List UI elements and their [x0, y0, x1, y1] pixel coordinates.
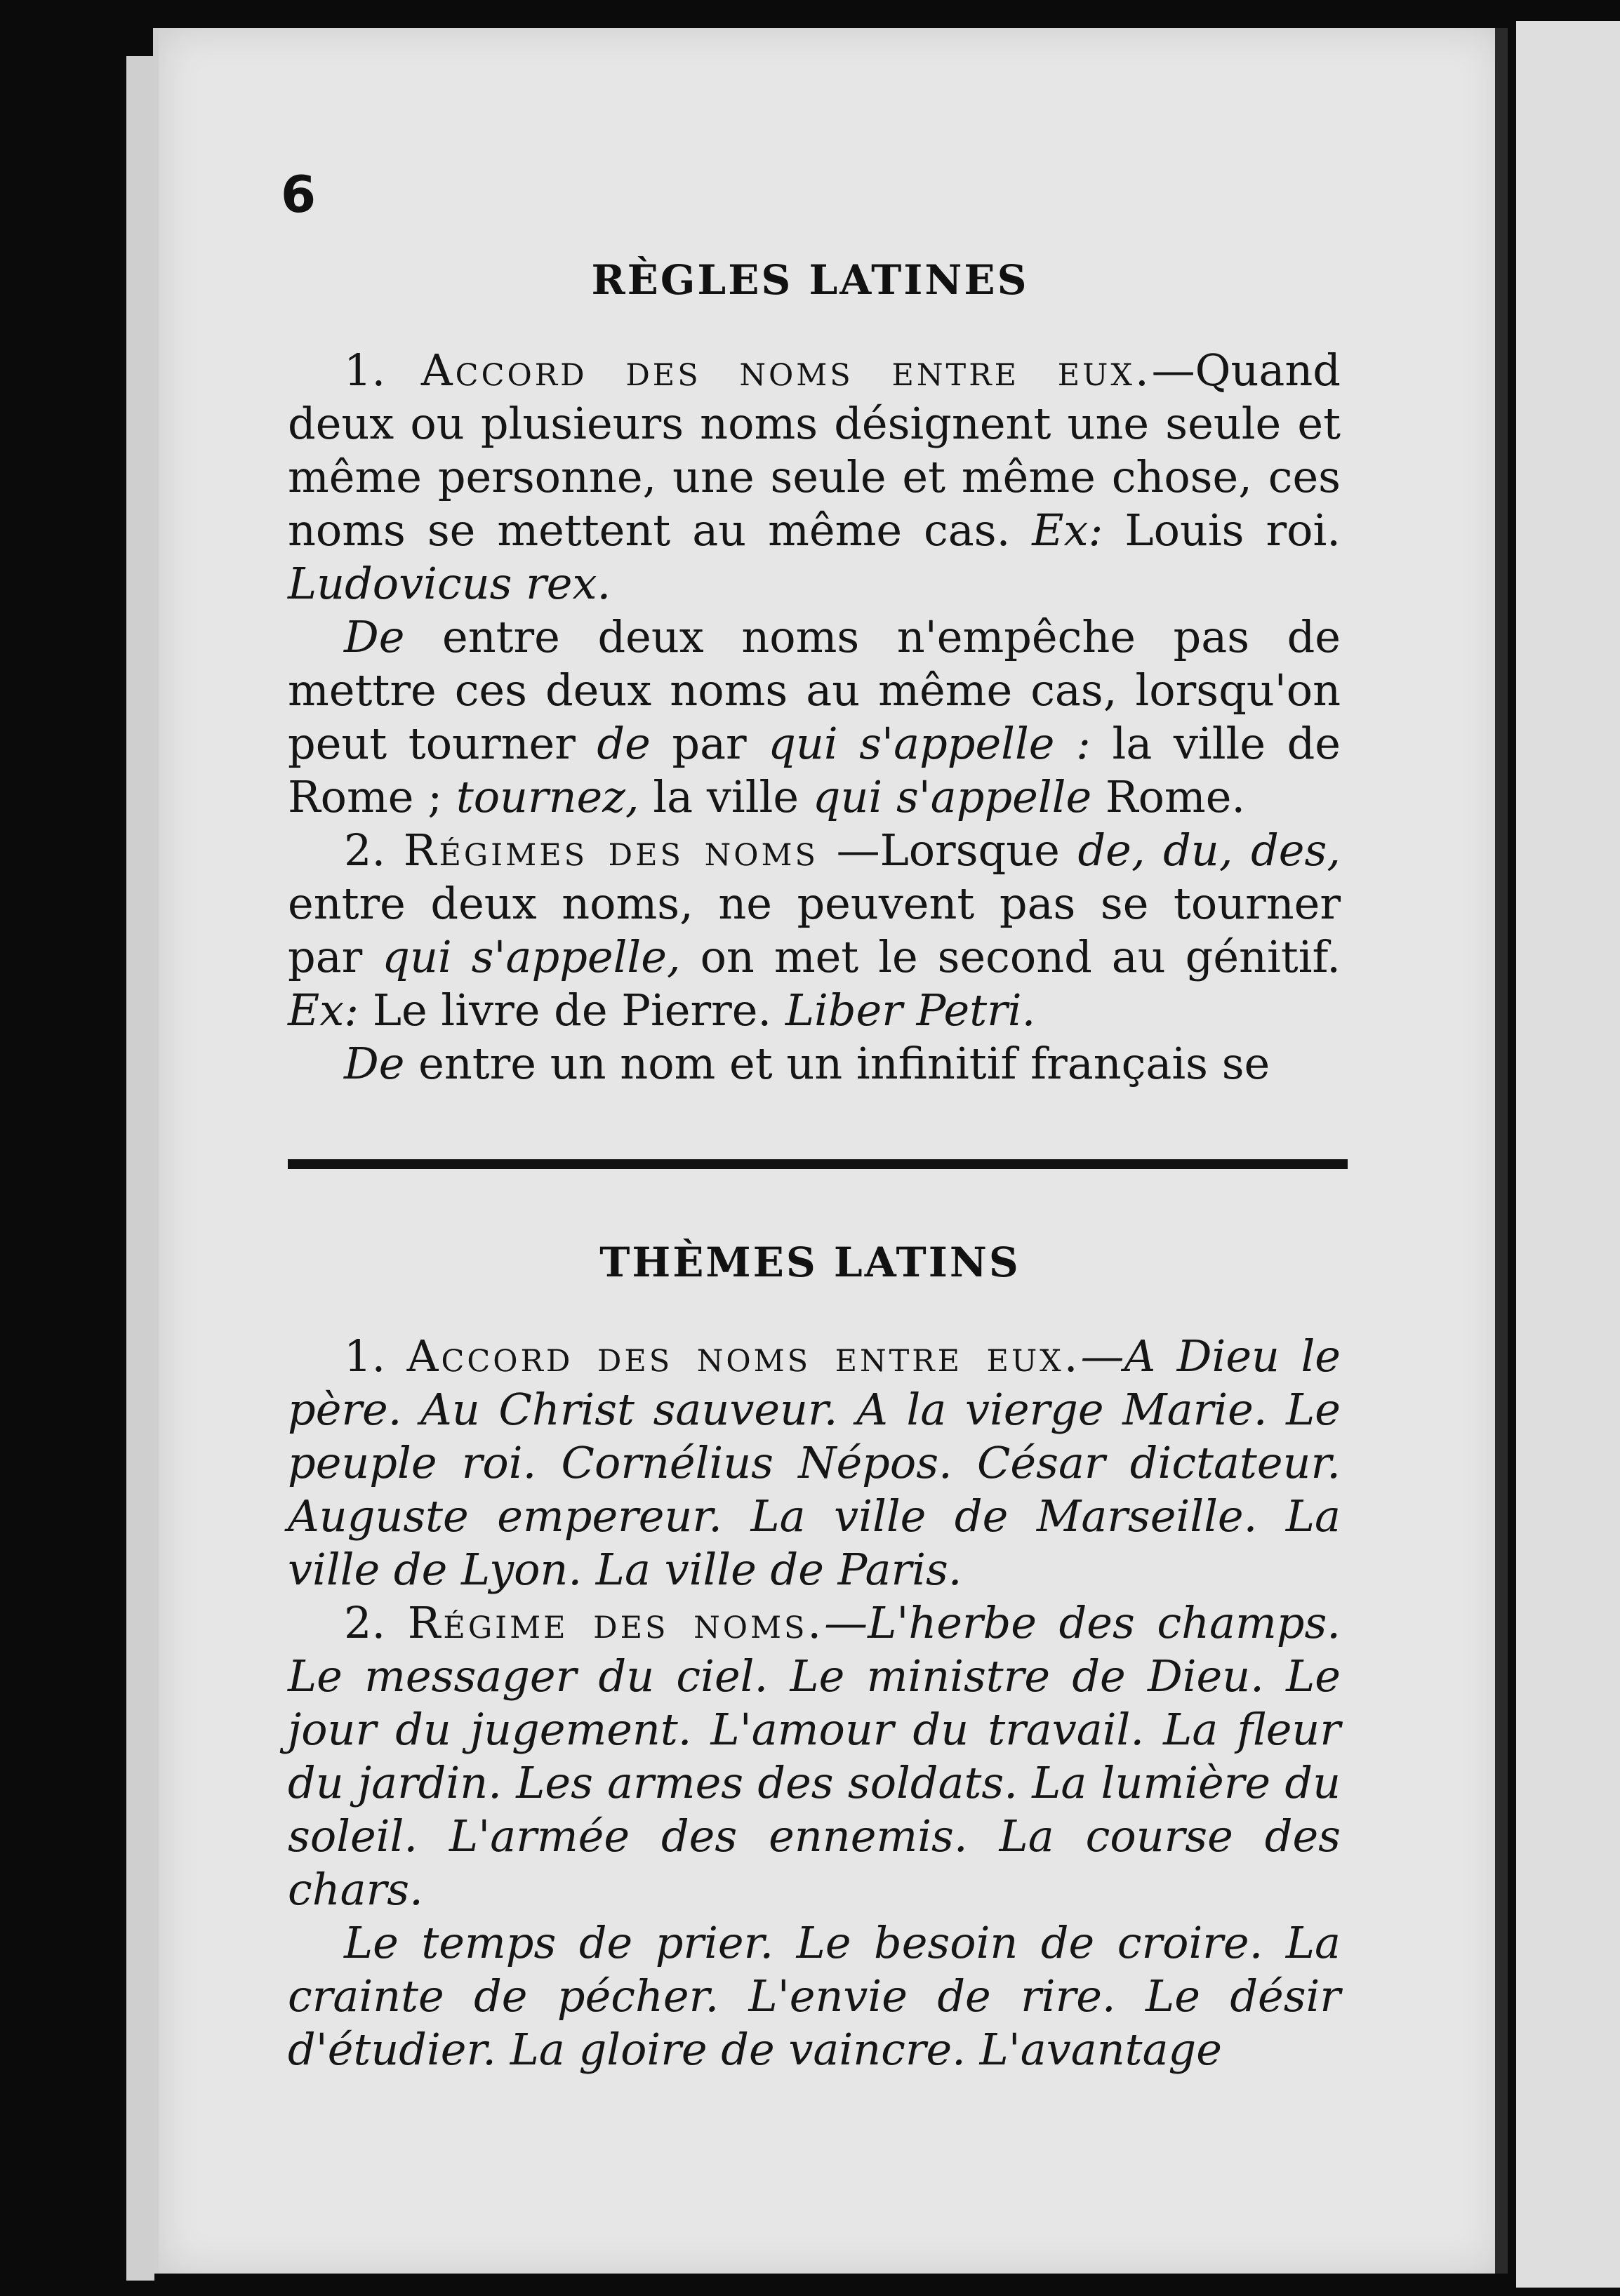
example-latin: Ludovicus rex.: [288, 558, 611, 609]
themes-title: THÈMES LATINS: [599, 1239, 1021, 1286]
page-number: 6: [281, 165, 317, 224]
rule-text: —Lorsque: [836, 825, 1060, 876]
rule-number: 1.: [344, 345, 386, 396]
rule-text: la ville: [653, 771, 799, 822]
rule-text: entre deux noms n'empêche pas de mettre ces deux noms au même cas, lorsqu'on peut tourner: [288, 611, 1341, 769]
rule-text: on met le second au génitif.: [700, 931, 1341, 982]
regles-title: RÈGLES LATINES: [591, 256, 1029, 304]
themes-paragraph-1: [288, 1330, 1341, 1596]
rule-number: 2.: [344, 825, 386, 876]
term-qui: qui s'appelle :: [768, 718, 1091, 769]
term-qui: qui s'appelle,: [382, 931, 681, 982]
term-tournez: tournez,: [456, 771, 639, 822]
example-french: Le livre de Pierre.: [372, 985, 772, 1036]
term-qui: qui s'appelle: [812, 771, 1092, 822]
regles-section: [288, 344, 1341, 1090]
facing-page-strip: [1516, 21, 1620, 2288]
regles-paragraph-4: [288, 1037, 1341, 1090]
regles-paragraph-2: [288, 610, 1341, 824]
rule-text: Rome.: [1105, 771, 1246, 822]
themes-paragraph-3: [288, 1916, 1341, 2076]
rule-heading: Accord des noms entre eux.: [420, 345, 1152, 396]
themes-paragraph-2: [288, 1596, 1341, 1916]
rule-text: la ville de Rome ;: [288, 718, 1341, 822]
exercise-text: Le temps de prier. Le besoin de croire. La crainte de pécher. L'envie de rire. Le désir d'étudier. La gloire de vaincre. L'avantage: [288, 1917, 1341, 2075]
exercise-heading: Accord des noms entre eux.: [406, 1330, 1081, 1382]
example-label: Ex:: [1032, 505, 1103, 556]
term-de: De: [344, 1038, 405, 1089]
term-de: de: [597, 718, 651, 769]
themes-section: [288, 1330, 1341, 2076]
exercise-text: —L'herbe des champs. Le messager du ciel. Le ministre de Dieu. Le jour du jugement. L'amour du travail. La fleur du jardin. Les armes des soldats. La lumière du soleil. L'armée des ennemis. La course des chars.: [288, 1597, 1341, 1915]
rule-text: entre deux noms, ne peuvent pas se tourner par: [288, 878, 1341, 982]
regles-paragraph-1: [288, 344, 1341, 610]
rule-text: par: [672, 718, 747, 769]
regles-paragraph-3: [288, 824, 1341, 1037]
rule-text: entre un nom et un infinitif français se: [418, 1038, 1270, 1089]
page-edge: [1495, 28, 1508, 2274]
exercise-text: —A Dieu le père. Au Christ sauveur. A la vierge Marie. Le peuple roi. Cornélius Népos. César dictateur. Auguste empereur. La ville de Marseille. La ville de Lyon. La ville de Paris.: [288, 1330, 1341, 1595]
binding-shadow: [126, 56, 154, 2281]
rule-text: —Quand deux ou plusieurs noms désignent une seule et même personne, une seule et même chose, ces noms se mettent au même cas.: [288, 345, 1341, 556]
example-latin: Liber Petri.: [785, 985, 1036, 1036]
example-french: Louis roi.: [1124, 505, 1341, 556]
term-de: de, du, des,: [1077, 825, 1341, 876]
term-de: De: [344, 611, 405, 662]
exercise-number: 2.: [344, 1597, 386, 1648]
example-label: Ex:: [288, 985, 359, 1036]
section-divider: [288, 1159, 1348, 1169]
exercise-heading: Régime des noms.: [407, 1597, 825, 1648]
exercise-number: 1.: [344, 1330, 386, 1382]
rule-heading: Régimes des noms: [403, 825, 818, 876]
